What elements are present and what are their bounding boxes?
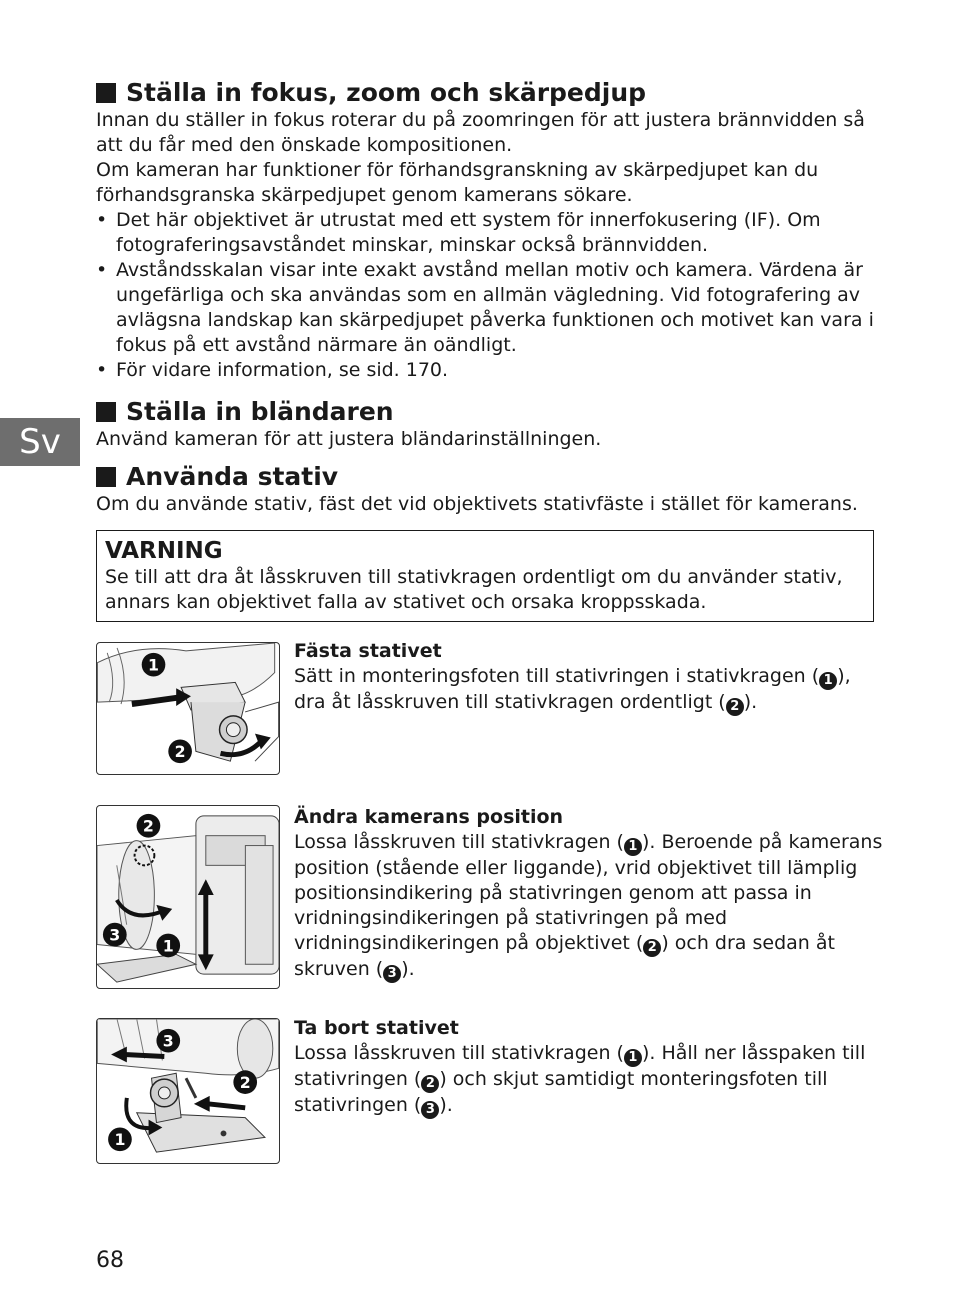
focus-para-1: Innan du ställer in fokus roterar du på zoomringen för att justera brännvidden så att du får med den önskade kompositionen.	[96, 109, 865, 156]
circled-number-icon: 3	[421, 1101, 439, 1119]
step-title: Ändra kamerans position	[294, 806, 564, 828]
circled-number-icon: 2	[643, 939, 661, 957]
callout-number: 1	[114, 1130, 126, 1150]
step-attach-tripod	[294, 638, 884, 716]
heading-focus: Ställa in fokus, zoom och skärpedjup	[96, 78, 876, 108]
callout-number: 1	[162, 936, 174, 956]
square-bullet-icon	[96, 402, 116, 422]
aperture-text: Använd kameran för att justera bländarinställningen.	[96, 428, 602, 450]
focus-bullet-list	[96, 208, 876, 383]
circled-number-icon: 2	[726, 698, 744, 716]
list-item: • Avståndsskalan visar inte exakt avstånd mellan motiv och kamera. Värdena är ungefärliga och ska användas som en allmän vägledning. Vid fotografering av avlägsna landskap kan skärpedjupet påverka funktionen och motivet kan vara i fokus på ett avstånd närmare än oändligt.	[96, 258, 876, 358]
figure-attach-tripod	[96, 642, 280, 775]
warning-title: VARNING	[105, 538, 223, 564]
square-bullet-icon	[96, 467, 116, 487]
callout-number: 1	[148, 655, 160, 675]
warning-box	[96, 530, 874, 622]
warning-text: Se till att dra åt låsskruven till stativkragen ordentligt om du använder stativ, annars kan objektivet falla av stativet och orsaka kroppsskada.	[105, 566, 843, 613]
page-number: 68	[96, 1248, 124, 1273]
callout-number: 3	[109, 925, 121, 945]
camera-rotation-illustration	[97, 806, 279, 988]
section-focus	[96, 78, 876, 383]
language-tab: Sv	[0, 418, 80, 466]
lens-collar-illustration	[97, 643, 279, 774]
list-item: • Det här objektivet är utrustat med ett system för innerfokusering (IF). Om fotograferingsavståndet minskar, minskar också brännvidden.	[96, 208, 876, 258]
callout-number: 2	[142, 816, 154, 836]
section-aperture	[96, 397, 876, 452]
square-bullet-icon	[96, 83, 116, 103]
figure-change-position	[96, 805, 280, 989]
step-text: Sätt in monteringsfoten till stativringen i stativkragen ( 1 ), dra åt låsskruven till stativkragen ordentligt ( 2 ).	[294, 665, 851, 714]
heading-tripod: Använda stativ	[96, 462, 876, 492]
circled-number-icon: 1	[819, 672, 837, 690]
circled-number-icon: 2	[421, 1075, 439, 1093]
callout-number: 2	[239, 1073, 251, 1093]
tripod-text: Om du använde stativ, fäst det vid objektivets stativfäste i stället för kamerans.	[96, 493, 858, 515]
step-title: Ta bort stativet	[294, 1017, 459, 1039]
focus-para-2: Om kameran har funktioner för förhandsgranskning av skärpedjupet kan du förhandsgranska skärpedjupet genom kamerans sökare.	[96, 159, 819, 206]
step-change-position	[294, 804, 884, 983]
circled-number-icon: 1	[624, 1049, 642, 1067]
heading-aperture: Ställa in bländaren	[96, 397, 876, 427]
section-tripod	[96, 462, 876, 517]
foot-removal-illustration	[97, 1019, 279, 1163]
step-remove-tripod	[294, 1015, 884, 1119]
list-item: • För vidare information, se sid. 170.	[96, 358, 876, 383]
circled-number-icon: 1	[624, 838, 642, 856]
circled-number-icon: 3	[383, 965, 401, 983]
figure-remove-tripod	[96, 1018, 280, 1164]
callout-number: 2	[174, 742, 186, 762]
step-title: Fästa stativet	[294, 640, 442, 662]
step-text: Lossa låsskruven till stativkragen ( 1 ). Håll ner låsspaken till stativringen ( 2 ) och skjut samtidigt monteringsfoten till stativringen ( 3 ).	[294, 1042, 866, 1117]
callout-number: 3	[162, 1031, 174, 1051]
step-text: Lossa låsskruven till stativkragen ( 1 ). Beroende på kamerans position (stående eller liggande), vrid objektivet till lämplig positionsindikering på stativringen genom att passa in vridningsindikeringen på stativringen på med vridningsindikeringen på objektivet ( 2 ) och dra sedan åt skruven ( 3 ).	[294, 831, 883, 981]
